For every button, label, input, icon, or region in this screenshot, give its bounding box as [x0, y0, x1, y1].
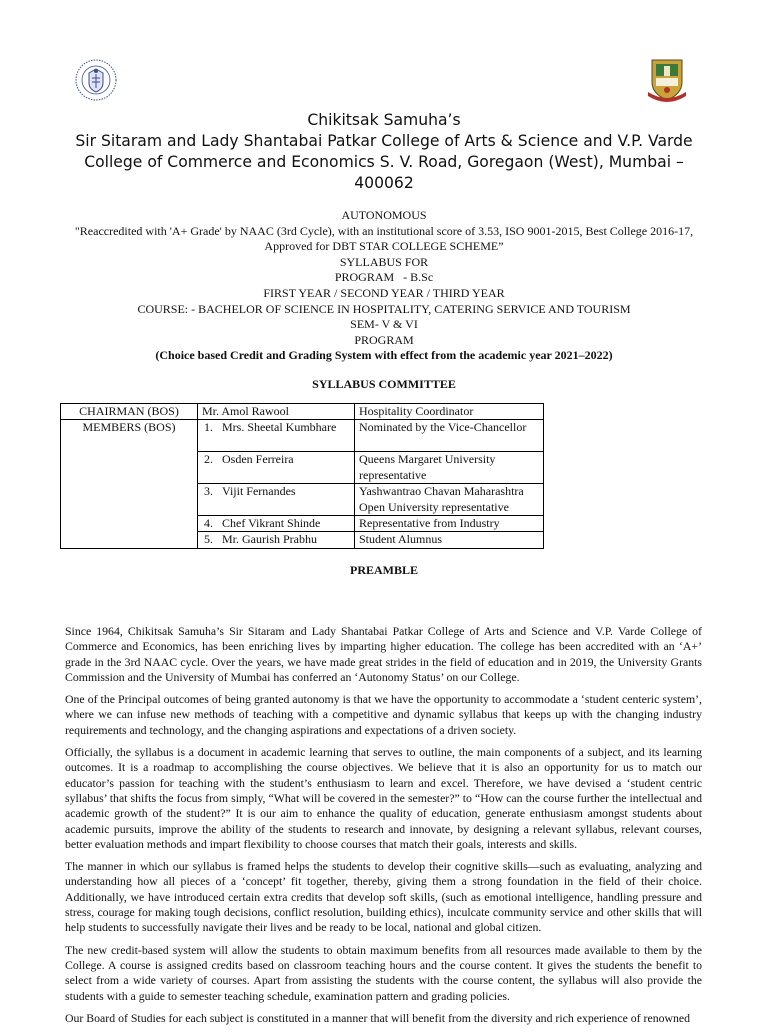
committee-table: [60, 403, 544, 549]
preamble-paragraph: Our Board of Studies for each subject is constituted in a manner that will benefit from the diversity and rich experience of renowned: [65, 1010, 691, 1025]
member-number: 1.: [204, 420, 213, 435]
member-name: Chef Vikrant Shinde: [222, 516, 321, 531]
preamble-paragraph: Officially, the syllabus is a document in academic learning that serves to outline, the main components of a subject, and its learning outcomes. It is a roadmap to accomplishing the course objectives. We believe that it is also an opportunity for us to match our educator’s passion for teaching with the student’s enthusiasm to learn and excel. Therefore, we have devised a ‘student centric syllabus’ that shifts the focus from simply, “What will be covered in the semester?” to “How can the course further the intellectual and academic growth of the student?” It is our aim to enhance the quality of education, generate enthusiasm amongst students about academic pursuits, improve the ability of the students to research and innovate, by designing a relevant syllabus, relevant courses, better evaluation methods and impart flexibility to choose courses that match their goals, interests and skills.: [65, 745, 702, 851]
preamble-heading: PREAMBLE: [349, 563, 418, 577]
college-title-line: Sir Sitaram and Lady Shantabai Patkar College of Arts & Science and V.P. Varde: [75, 132, 693, 150]
member-number: 2.: [204, 452, 213, 467]
member-desc: Yashwantrao Chavan Maharashtra Open University representative: [355, 484, 544, 516]
committee-heading: SYLLABUS COMMITTEE: [312, 377, 456, 391]
college-title-line: College of Commerce and Economics S. V. Road, Goregaon (West), Mumbai –: [84, 153, 684, 171]
members-role: MEMBERS (BOS): [61, 420, 198, 548]
member-desc: Nominated by the Vice-Chancellor: [355, 420, 544, 452]
college-seal-logo: [74, 54, 118, 106]
member-desc: Student Alumnus: [355, 532, 544, 548]
preamble-paragraph: One of the Principal outcomes of being granted autonomy is that we have the opportunity to accommodate a ‘student centeric system’, where we can infuse new methods of teaching with a competitive and dynamic syllabus that keeps up with the changing industry requirements and technology, and the changing aspirations and expectations of a driven society.: [65, 692, 702, 737]
member-name-cell: [198, 452, 355, 484]
preamble-paragraph: The new credit-based system will allow the students to obtain maximum benefits from all resources made available to them by the College. A course is assigned credits based on classroom teaching hours and the course content. It gives the students the benefit to select from a wide variety of courses. Apart from assisting the students with the course content, the syllabus will also provide the students with a guide to semester teaching schedule, examination pattern and grading policies.: [65, 942, 702, 1003]
member-name-cell: [198, 420, 355, 452]
member-desc: Queens Margaret University representative: [355, 452, 544, 484]
member-name: Vijit Fernandes: [222, 484, 296, 499]
college-title-line: Chikitsak Samuha’s: [307, 111, 461, 129]
autonomous-label: AUTONOMOUS: [341, 208, 427, 222]
member-name-cell: [198, 532, 355, 548]
table-row: [61, 420, 544, 452]
chairman-desc: Hospitality Coordinator: [355, 404, 544, 420]
syllabus-for-label: SYLLABUS FOR: [339, 254, 429, 269]
chairman-name: Mr. Amol Rawool: [198, 404, 355, 420]
member-number: 4.: [204, 516, 213, 531]
preamble-paragraph: The manner in which our syllabus is framed helps the students to develop their cognitive skills—such as evaluating, analyzing and understanding how all pieces of a ‘concept’ fit together, thereby, giving them a strong foundation in the field of their choice. Additionally, we have introduced certain extra credits that develop soft skills, (such as emotional intelligence, handling pressure and stress, courage for making tough decisions, conflict resolution, building ethics), inculcate community service and other skills that will help students to successfully navigate their lives and be ready to be local, national and global citizen.: [65, 859, 702, 935]
chairman-role: CHAIRMAN (BOS): [61, 404, 198, 420]
university-crest-logo: [646, 56, 688, 104]
cbcs-note: (Choice based Credit and Grading System with effect from the academic year 2021–2022): [155, 348, 613, 363]
program-name: PROGRAM - B.Sc: [334, 270, 434, 285]
years-label: FIRST YEAR / SECOND YEAR / THIRD YEAR: [263, 285, 505, 300]
program-info: [60, 208, 708, 364]
member-desc: Representative from Industry: [355, 516, 544, 532]
college-title-line: 400062: [354, 174, 414, 192]
member-number: 3.: [204, 484, 213, 499]
member-name: Osden Ferreira: [222, 452, 294, 467]
member-name-cell: [198, 484, 355, 516]
table-row: [61, 404, 544, 420]
college-title: [60, 110, 708, 194]
accreditation-line: "Reaccredited with 'A+ Grade' by NAAC (3rd Cycle), with an institutional score of 3.53, ISO 9001-2015, Best College 2016-17,: [74, 223, 694, 238]
preamble-body: [65, 624, 702, 1033]
course-name: COURSE: - BACHELOR OF SCIENCE IN HOSPITALITY, CATERING SERVICE AND TOURISM: [137, 301, 631, 316]
member-name: Mrs. Sheetal Kumbhare: [222, 420, 337, 435]
member-name: Mr. Gaurish Prabhu: [222, 532, 317, 547]
preamble-paragraph: Since 1964, Chikitsak Samuha’s Sir Sitaram and Lady Shantabai Patkar College of Arts and Science and V.P. Varde College of Commerce and Economics, has been enriching lives by imparting higher education. The college has been accredited with an ‘A+’ grade in the 3rd NAAC cycle. Over the years, we have made great strides in the field of education and in 2019, the University Grants Commission and the University of Mumbai has conferred an ‘Autonomy Status’ on our College.: [65, 624, 702, 684]
semester-label: SEM- V & VI: [350, 317, 418, 332]
program-label: PROGRAM: [354, 332, 414, 347]
member-name-cell: [198, 516, 355, 532]
accreditation-line: Approved for DBT STAR COLLEGE SCHEME”: [264, 239, 504, 254]
member-number: 5.: [204, 532, 213, 547]
